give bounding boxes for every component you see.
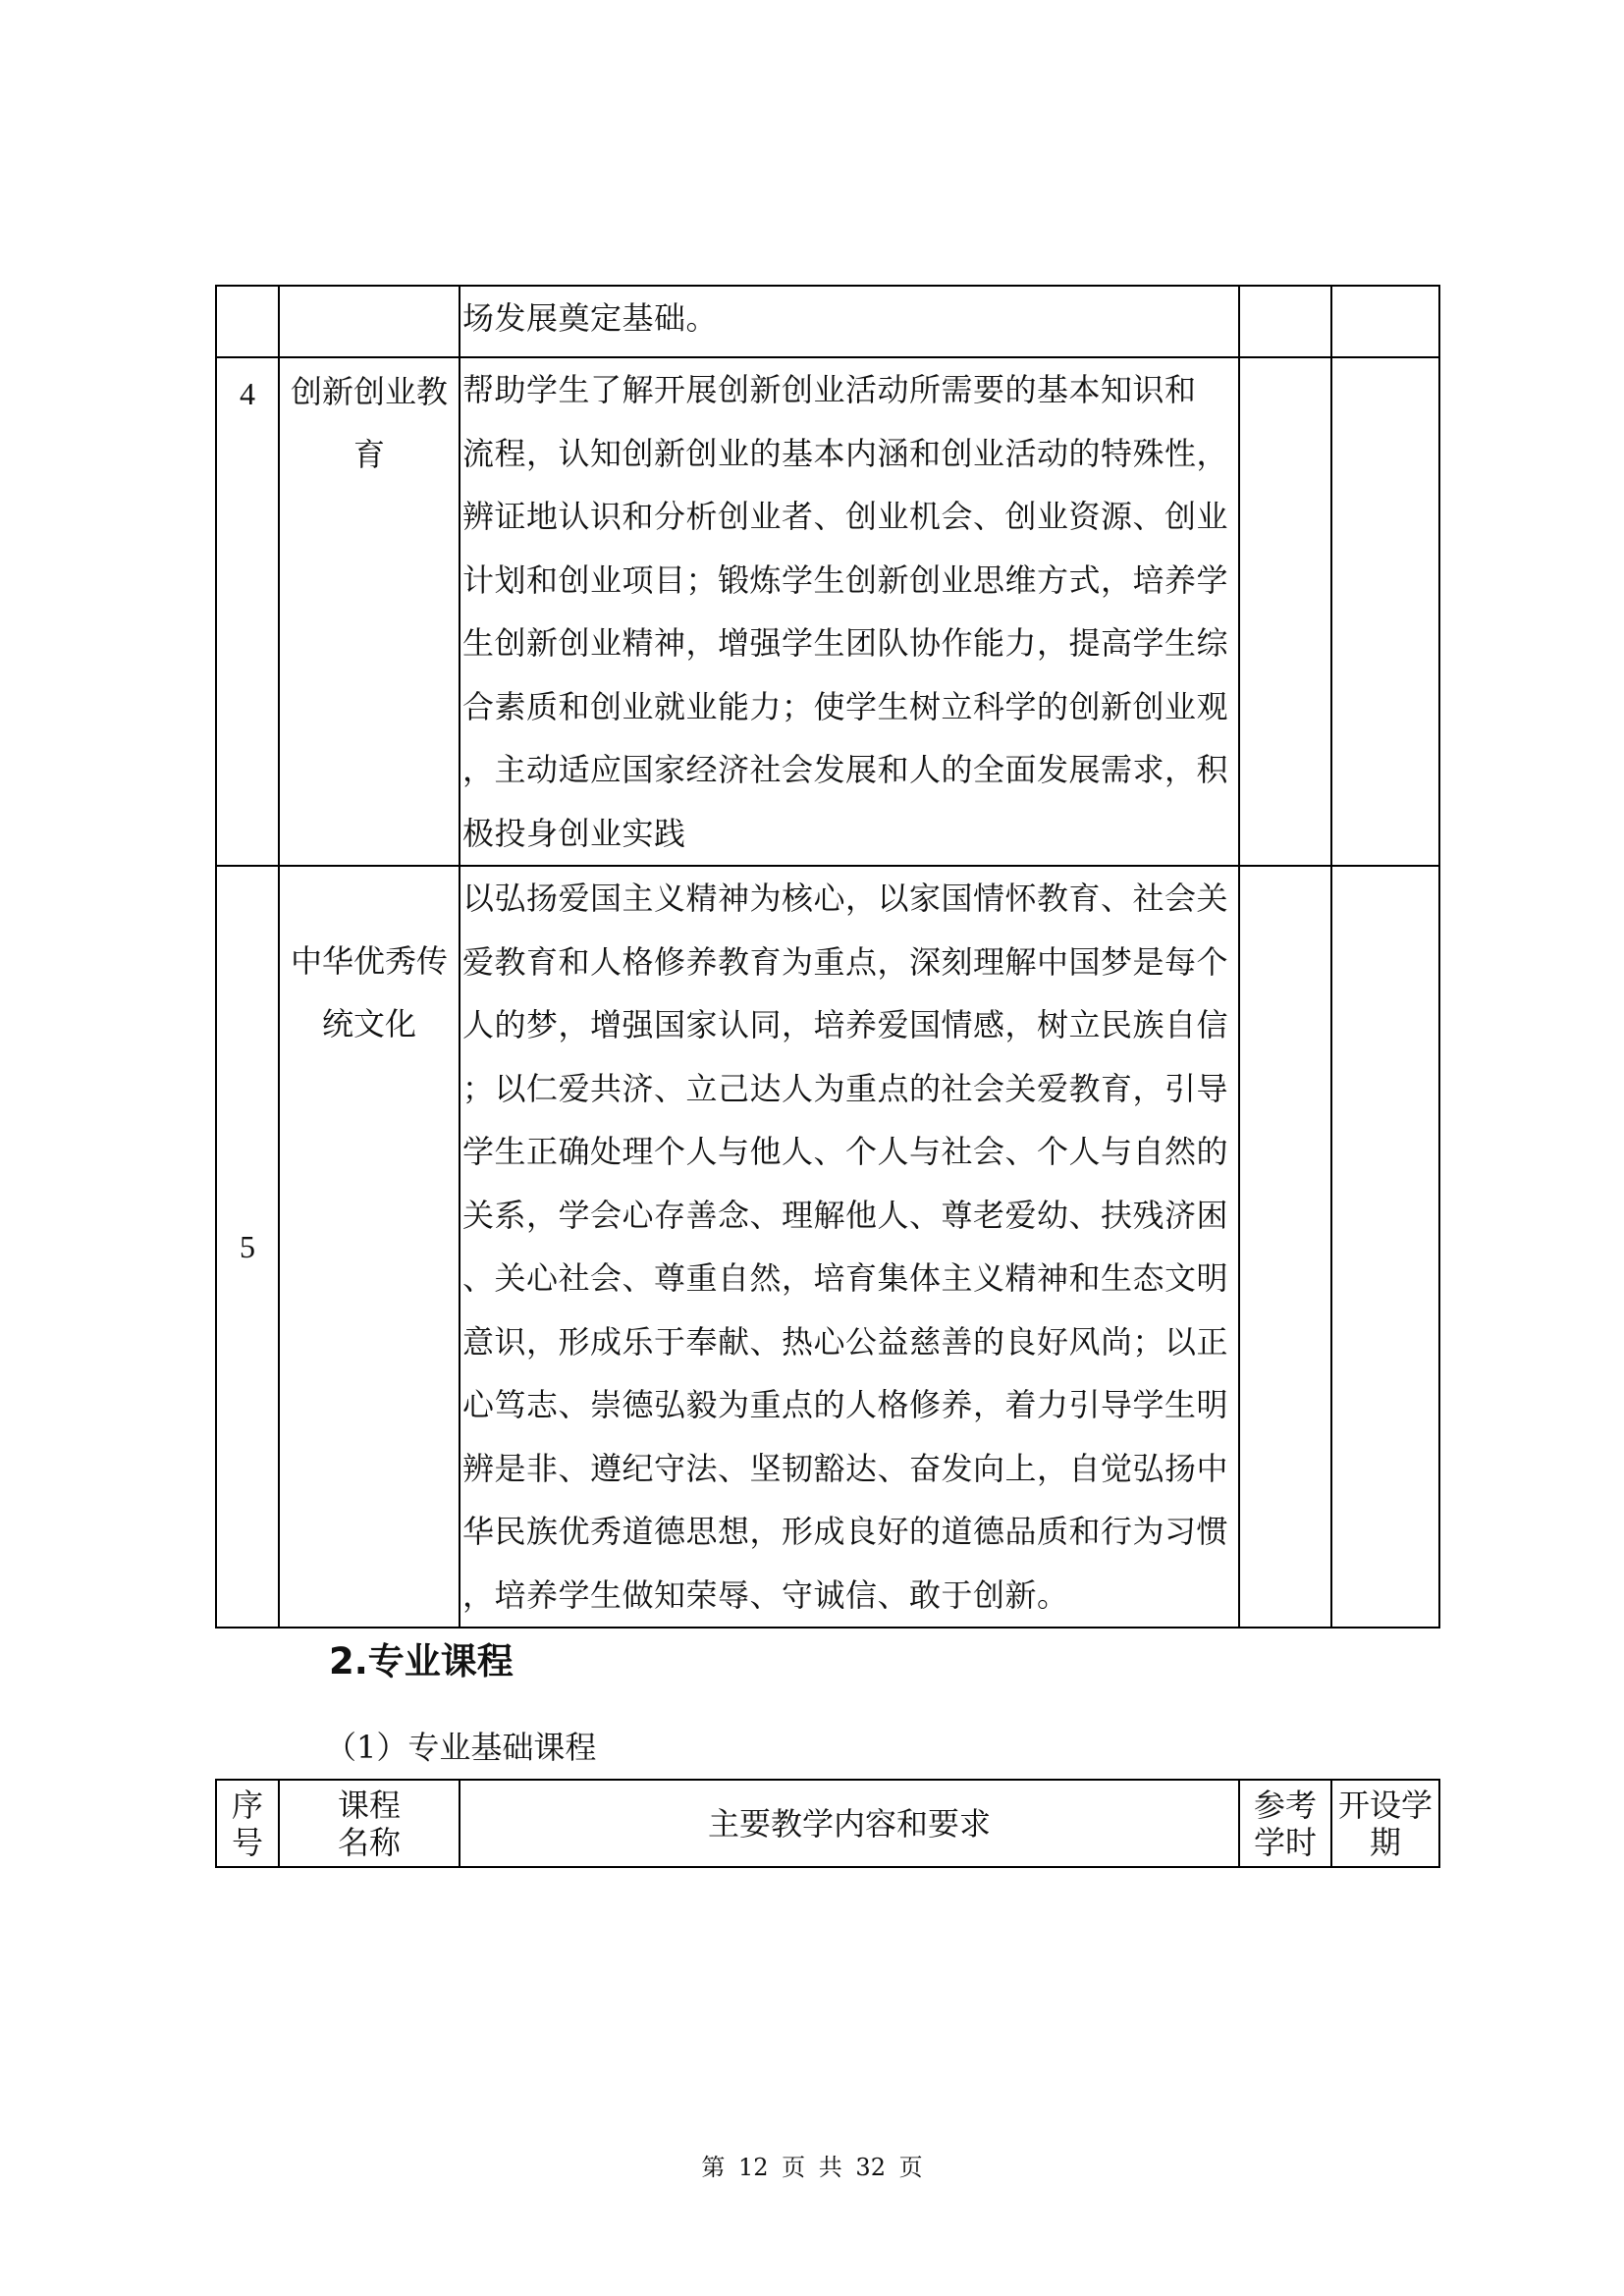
content-line: 生创新创业精神，增强学生团队协作能力，提高学生综 [462, 624, 1229, 662]
content-line: 极投身创业实践 [462, 814, 686, 852]
course-name-cell [279, 286, 460, 357]
content-line: ；以仁爱共济、立己达人为重点的社会关爱教育，引导 [462, 1069, 1229, 1107]
course-name-line: 中华优秀传 [290, 942, 448, 980]
table-header-row [216, 1780, 1439, 1867]
row-number-cell [216, 286, 279, 357]
header-semester: 开设学 期 [1331, 1780, 1439, 1867]
page-footer: 第 12 页 共 32 页 [701, 2154, 923, 2181]
content-line: 计划和创业项目；锻炼学生创新创业思维方式，培养学 [462, 561, 1229, 599]
hours-cell [1239, 866, 1331, 1628]
content-line: 、关心社会、尊重自然，培育集体主义精神和生态文明 [462, 1259, 1229, 1297]
content-line: 意识，形成乐于奉献、热心公益慈善的良好风尚；以正 [462, 1322, 1229, 1361]
header-hours: 参考 学时 [1239, 1780, 1331, 1867]
content-line: ，主动适应国家经济社会发展和人的全面发展需求，积 [462, 751, 1229, 788]
hours-cell [1239, 357, 1331, 866]
row-number-cell: 4 [216, 357, 279, 866]
course-content-cell [460, 286, 1239, 357]
header-number: 序 号 [216, 1780, 279, 1867]
content-line: 场发展奠定基础。 [462, 299, 719, 337]
semester-cell [1331, 357, 1439, 866]
course-table-continued [215, 285, 1440, 1629]
semester-cell [1331, 866, 1439, 1628]
course-name-cell [279, 866, 460, 1628]
course-name-cell [279, 357, 460, 866]
course-content-cell [460, 866, 1239, 1628]
table-row [216, 286, 1439, 357]
header-content: 主要教学内容和要求 [460, 1780, 1239, 1867]
content-line: ，培养学生做知荣辱、守诚信、敢于创新。 [462, 1575, 1069, 1614]
content-line: 辨证地认识和分析创业者、创业机会、创业资源、创业 [462, 498, 1229, 535]
subsection-heading: （1）专业基础课程 [325, 1729, 597, 1766]
professional-basic-course-table [215, 1779, 1440, 1868]
content-line: 辨是非、遵纪守法、坚韧豁达、奋发向上，自觉弘扬中 [462, 1449, 1229, 1487]
content-line: 学生正确处理个人与他人、个人与社会、个人与自然的 [462, 1133, 1229, 1170]
header-course-name: 课程 名称 [279, 1780, 460, 1867]
content-line: 帮助学生了解开展创新创业活动所需要的基本知识和 [462, 371, 1197, 408]
course-name-line: 统文化 [321, 1005, 416, 1042]
course-name-line: 育 [352, 436, 385, 473]
section-heading: 2.专业课程 [329, 1640, 514, 1682]
content-line: 以弘扬爱国主义精神为核心，以家国情怀教育、社会关 [462, 880, 1229, 917]
content-line: 华民族优秀道德思想，形成良好的道德品质和行为习惯 [462, 1513, 1229, 1550]
content-line: 合素质和创业就业能力；使学生树立科学的创新创业观 [462, 687, 1229, 725]
content-line: 爱教育和人格修养教育为重点，深刻理解中国梦是每个 [462, 942, 1229, 981]
content-line: 关系，学会心存善念、理解他人、尊老爱幼、扶残济困 [462, 1196, 1229, 1234]
content-line: 人的梦，增强国家认同，培养爱国情感，树立民族自信 [462, 1006, 1229, 1043]
table-row [216, 866, 1439, 1628]
content-line: 流程，认知创新创业的基本内涵和创业活动的特殊性， [462, 434, 1229, 472]
table-row [216, 357, 1439, 866]
row-number-cell: 5 [216, 866, 279, 1628]
semester-cell [1331, 286, 1439, 357]
hours-cell [1239, 286, 1331, 357]
course-content-cell [460, 357, 1239, 866]
content-line: 心笃志、崇德弘毅为重点的人格修养，着力引导学生明 [462, 1386, 1229, 1423]
course-name-line: 创新创业教 [290, 373, 448, 410]
